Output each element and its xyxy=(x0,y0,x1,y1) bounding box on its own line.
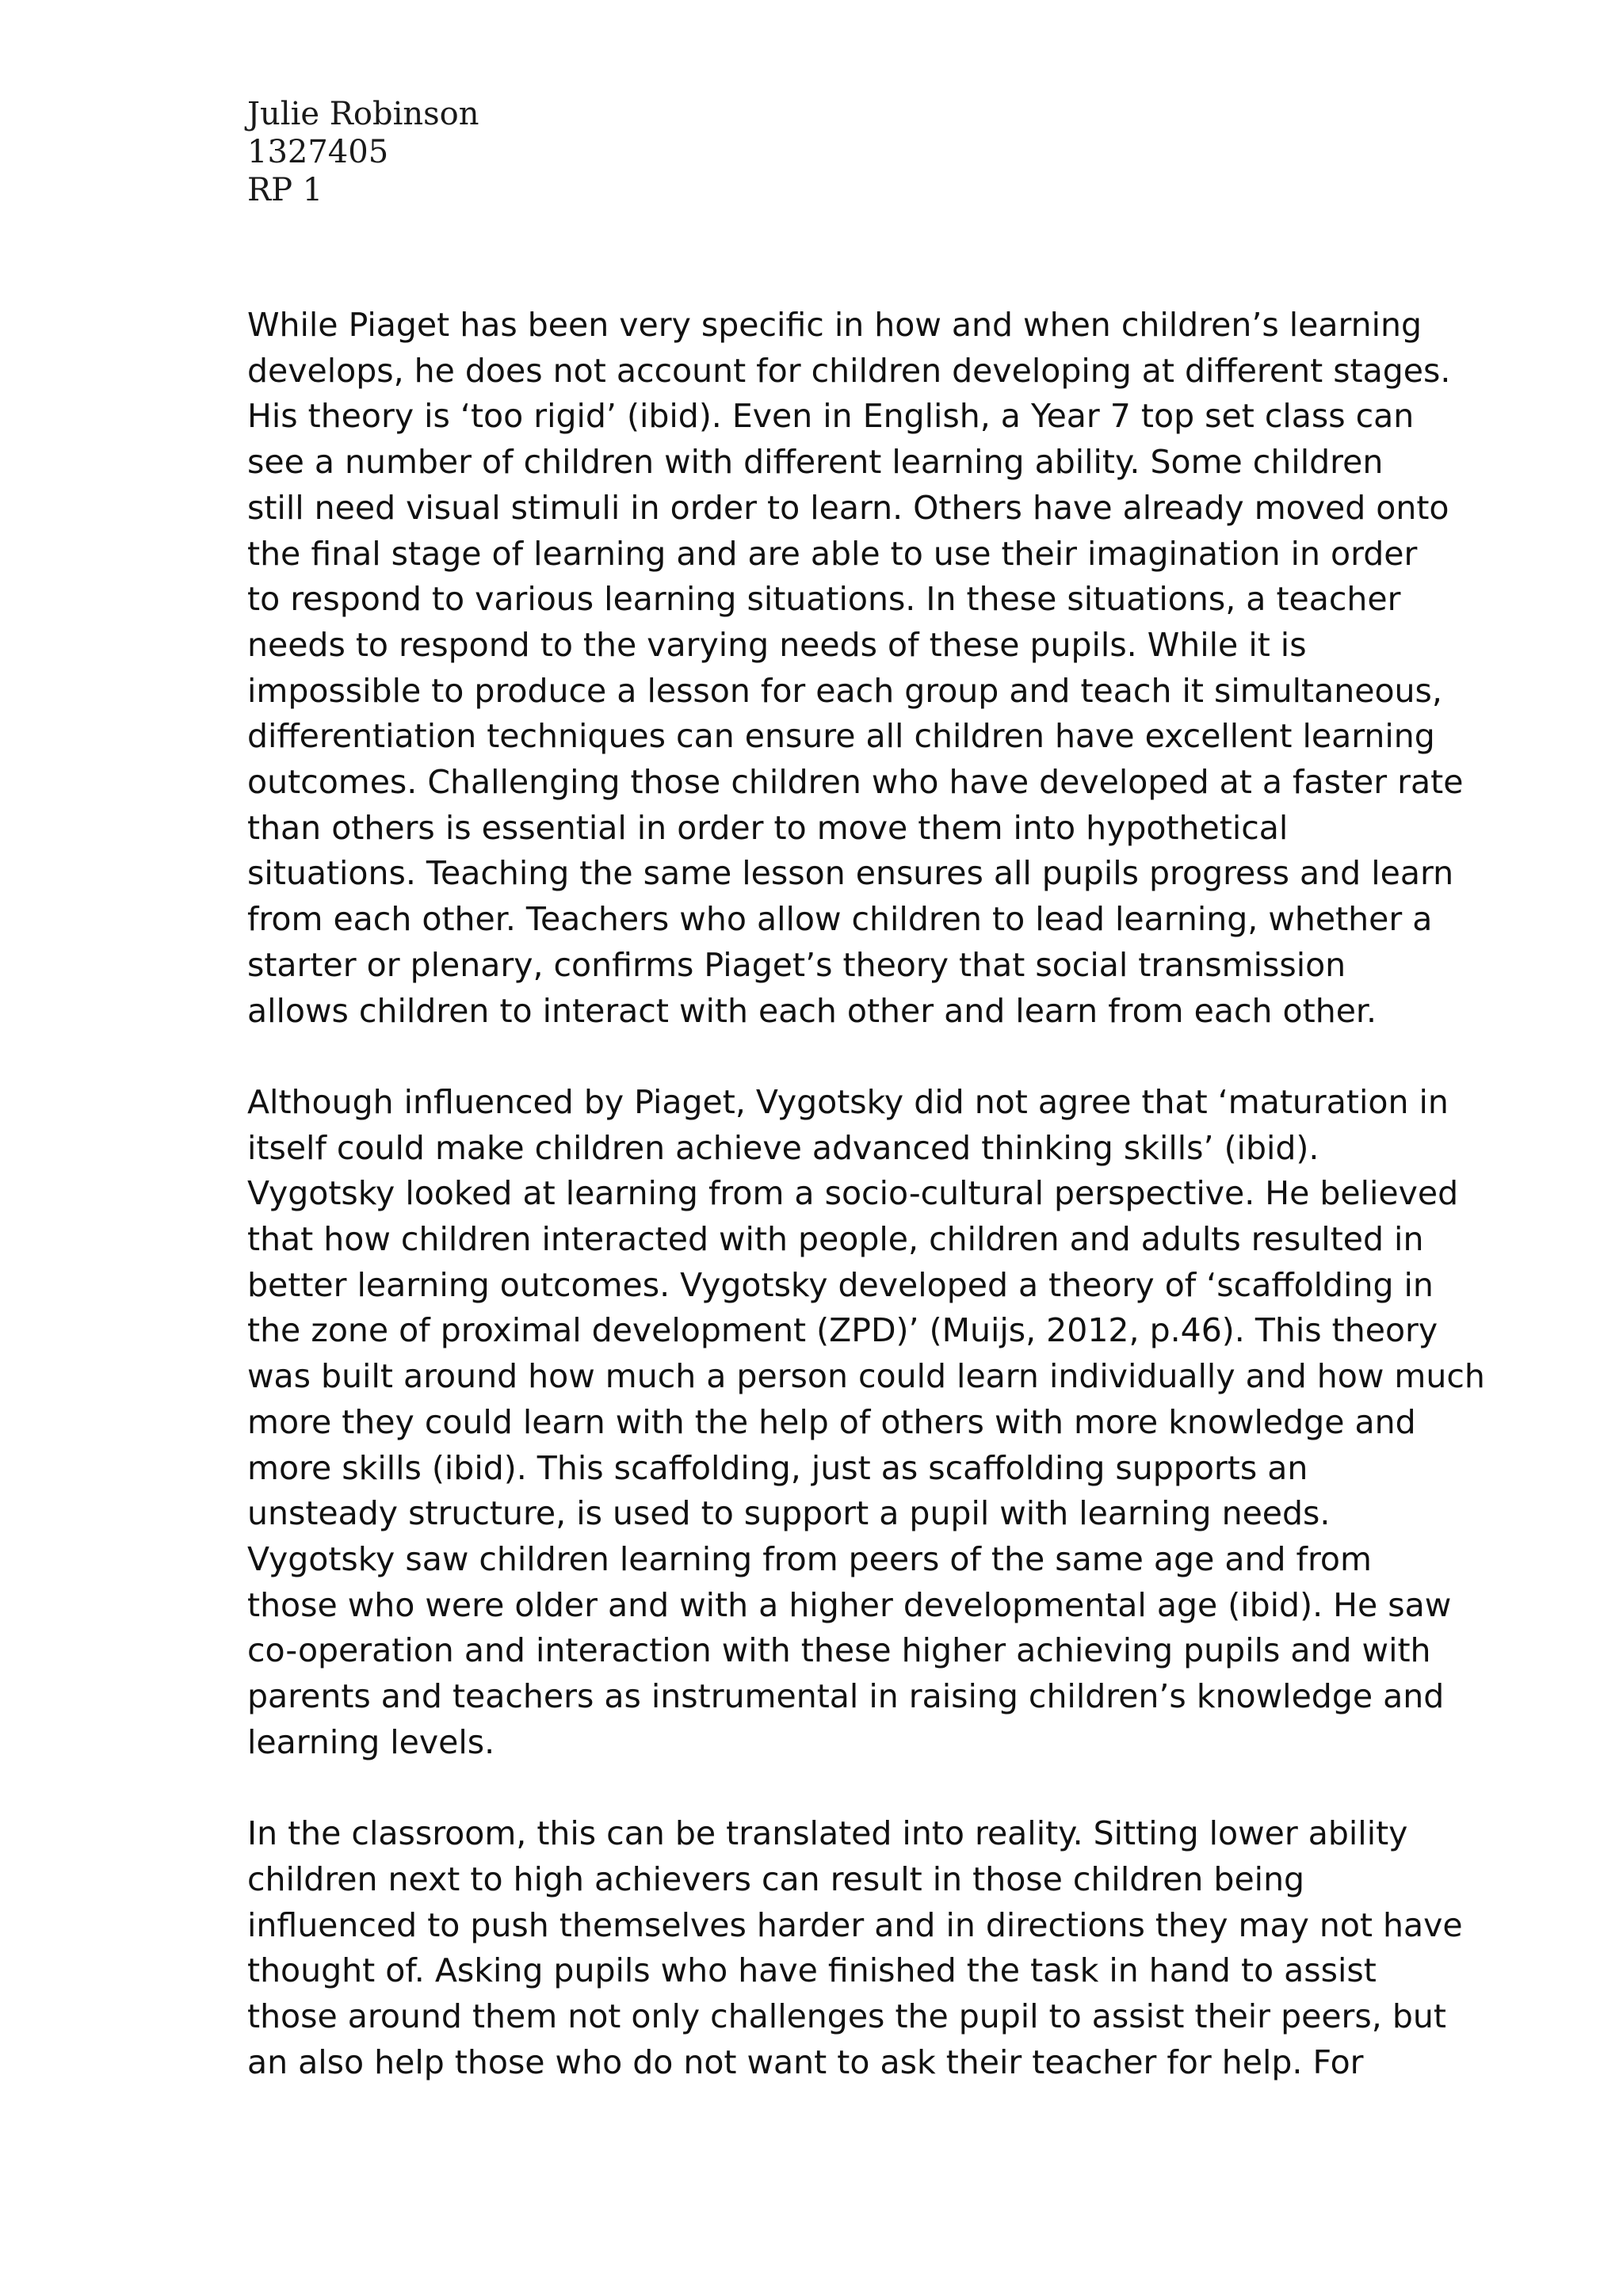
text-line: children next to high achievers can result in those children being xyxy=(247,1859,1305,1898)
text-line: In the classroom, this can be translated into reality. Sitting lower ability xyxy=(247,1814,1408,1853)
text-line: starter or plenary, confirms Piaget’s theory that social transmission xyxy=(247,945,1346,984)
paragraph xyxy=(247,1080,1485,1766)
text-line: more they could learn with the help of others with more knowledge and xyxy=(247,1402,1416,1441)
text-line: thought of. Asking pupils who have finished the task in hand to assist xyxy=(247,1951,1377,1990)
text-line: His theory is ‘too rigid’ (ibid). Even in English, a Year 7 top set class can xyxy=(247,397,1415,436)
text-line: unsteady structure, is used to support a pupil with learning needs. xyxy=(247,1494,1331,1533)
text-line: Although influenced by Piaget, Vygotsky did not agree that ‘maturation in xyxy=(247,1082,1449,1121)
paragraph xyxy=(247,303,1464,1034)
text-line: to respond to various learning situations. In these situations, a teacher xyxy=(247,580,1401,619)
text-line: develops, he does not account for children developing at different stages. xyxy=(247,351,1451,390)
text-line: situations. Teaching the same lesson ensures all pupils progress and learn xyxy=(247,854,1454,893)
text-line: was built around how much a person could learn individually and how much xyxy=(247,1357,1485,1396)
text-line: an also help those who do not want to ask their teacher for help. For xyxy=(247,2042,1364,2081)
text-line: still need visual stimuli in order to learn. Others have already moved onto xyxy=(247,488,1449,527)
text-line: those around them not only challenges the pupil to assist their peers, but xyxy=(247,1997,1446,2035)
text-line: influenced to push themselves harder and in directions they may not have xyxy=(247,1905,1463,1944)
text-line: outcomes. Challenging those children who have developed at a faster rate xyxy=(247,763,1464,802)
text-line: itself could make children achieve advanced thinking skills’ (ibid). xyxy=(247,1128,1319,1167)
text-line: than others is essential in order to move them into hypothetical xyxy=(247,808,1289,847)
text-line: co-operation and interaction with these higher achieving pupils and with xyxy=(247,1631,1431,1670)
text-line: see a number of children with different learning ability. Some children xyxy=(247,443,1384,482)
text-line: those who were older and with a higher developmental age (ibid). He saw xyxy=(247,1585,1452,1624)
text-line: from each other. Teachers who allow children to lead learning, whether a xyxy=(247,900,1433,939)
text-line: that how children interacted with people, children and adults resulted in xyxy=(247,1220,1424,1259)
module-code: RP 1 xyxy=(247,172,323,208)
document-body xyxy=(247,303,1485,2131)
text-line: the final stage of learning and are able to use their imagination in order xyxy=(247,534,1418,573)
text-line: parents and teachers as instrumental in raising children’s knowledge and xyxy=(247,1677,1445,1716)
text-line: differentiation techniques can ensure all children have excellent learning xyxy=(247,717,1435,756)
text-line: better learning outcomes. Vygotsky developed a theory of ‘scaffolding in xyxy=(247,1265,1434,1304)
text-line: allows children to interact with each other and learn from each other. xyxy=(247,991,1377,1030)
text-line: Vygotsky saw children learning from peers of the same age and from xyxy=(247,1539,1372,1578)
paragraph xyxy=(247,1811,1463,2085)
text-line: needs to respond to the varying needs of these pupils. While it is xyxy=(247,625,1307,664)
text-line: learning levels. xyxy=(247,1722,495,1761)
student-id: 1327405 xyxy=(247,134,389,170)
text-line: the zone of proximal development (ZPD)’ (Muijs, 2012, p.46). This theory xyxy=(247,1311,1438,1350)
document-header xyxy=(247,95,960,209)
text-line: While Piaget has been very specific in how and when children’s learning xyxy=(247,306,1423,344)
text-line: impossible to produce a lesson for each group and teach it simultaneous, xyxy=(247,671,1442,710)
text-line: Vygotsky looked at learning from a socio-cultural perspective. He believed xyxy=(247,1174,1459,1213)
text-line: more skills (ibid). This scaffolding, just as scaffolding supports an xyxy=(247,1448,1308,1487)
author-name: Julie Robinson xyxy=(247,96,479,132)
